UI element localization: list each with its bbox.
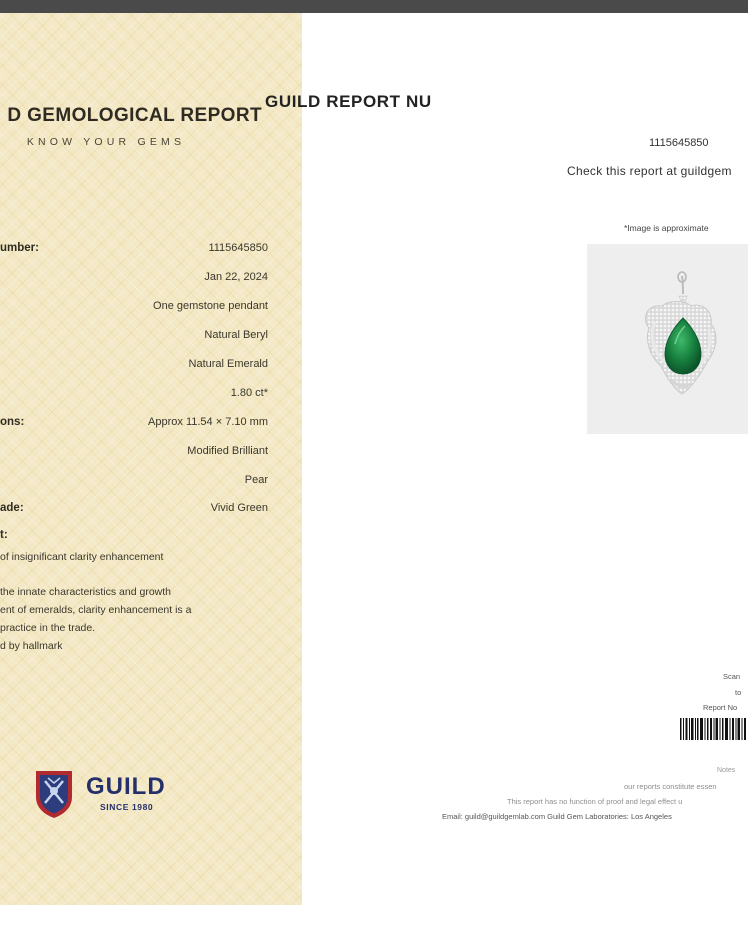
brand-name: GUILD xyxy=(86,773,166,800)
scan-line: Scan xyxy=(723,672,741,681)
verify-instruction: Check this report at guildgem xyxy=(567,164,732,178)
scan-line: Report No xyxy=(703,703,738,712)
field-row xyxy=(0,502,268,518)
field-label: ade: xyxy=(0,502,24,514)
note-line: d by hallmark xyxy=(0,640,63,652)
barcode-icon xyxy=(680,718,748,740)
field-value: 1.80 ct* xyxy=(230,387,268,399)
contact-line: Email: guild@guildgemlab.com Guild Gem Laboratories: Los Angeles xyxy=(442,812,672,821)
note-line: ent of emeralds, clarity enhancement is a xyxy=(0,604,192,616)
note-line: the innate characteristics and growth xyxy=(0,586,172,598)
image-disclaimer: *Image is approximate xyxy=(624,223,709,233)
field-row xyxy=(0,474,268,490)
top-bar xyxy=(0,0,748,13)
scan-line: to xyxy=(735,688,742,697)
field-row xyxy=(0,445,268,461)
report-title: D GEMOLOGICAL REPORT xyxy=(7,105,262,126)
field-row xyxy=(0,300,268,316)
guild-shield-logo-icon xyxy=(34,769,74,819)
pendant-photo xyxy=(587,244,748,434)
fine-print-line: our reports constitute essen xyxy=(624,782,717,791)
field-value: Natural Emerald xyxy=(188,358,268,370)
field-value: 1115645850 xyxy=(208,242,268,254)
field-label: umber: xyxy=(0,242,39,254)
fine-print-line: This report has no function of proof and legal effect u xyxy=(507,797,683,806)
field-row xyxy=(0,358,268,374)
field-value: Modified Brilliant xyxy=(187,445,268,457)
right-report-title: GUILD REPORT NU xyxy=(265,92,432,111)
report-left-page xyxy=(0,13,302,905)
field-row xyxy=(0,416,268,432)
emerald-pendant-photo-icon xyxy=(587,244,748,434)
guild-logo xyxy=(34,765,194,825)
field-value: Natural Beryl xyxy=(204,329,268,341)
field-value: Approx 11.54 × 7.10 mm xyxy=(148,416,268,428)
note-line: practice in the trade. xyxy=(0,622,96,634)
tagline: KNOW YOUR GEMS xyxy=(26,136,186,148)
field-label: ons: xyxy=(0,416,25,428)
field-row xyxy=(0,271,268,287)
field-value: Jan 22, 2024 xyxy=(204,271,268,283)
treatment-text: of insignificant clarity enhancement xyxy=(0,551,164,563)
field-row xyxy=(0,329,268,345)
fine-print-line: Notes xyxy=(717,767,736,774)
field-value: Vivid Green xyxy=(210,502,268,514)
field-row xyxy=(0,242,268,258)
right-report-number: 1115645850 xyxy=(649,137,709,149)
field-row xyxy=(0,387,268,403)
field-value: Pear xyxy=(244,474,268,486)
field-value: One gemstone pendant xyxy=(153,300,268,312)
brand-since: SINCE 1980 xyxy=(100,802,154,812)
treatment-label: t: xyxy=(0,529,8,541)
